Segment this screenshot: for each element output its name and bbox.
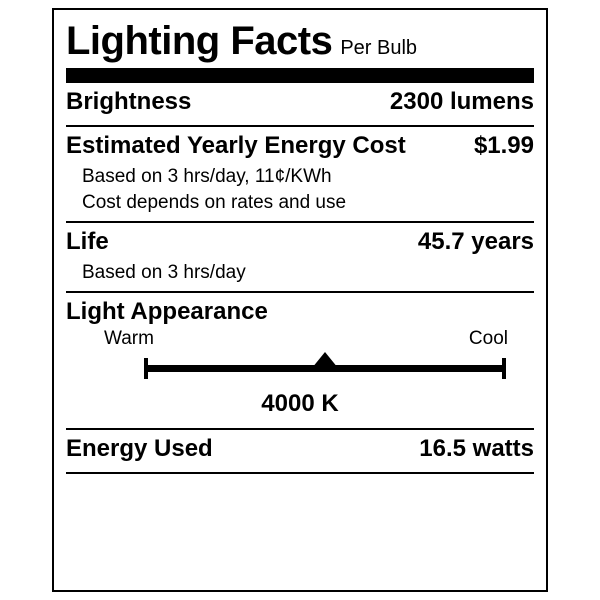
title-divider-bar [66, 68, 534, 83]
energy-cost-row [64, 127, 536, 165]
energy-cost-note-1: Based on 3 hrs/day, 11¢/KWh [82, 166, 332, 187]
energy-used-label: Energy Used [66, 435, 213, 462]
energy-cost-section [64, 127, 536, 221]
energy-used-row [64, 430, 536, 468]
scale-marker-triangle-icon [312, 352, 338, 368]
color-temperature-scale [144, 354, 506, 394]
scale-end-cool [502, 358, 506, 379]
energy-cost-label: Estimated Yearly Energy Cost [66, 132, 406, 159]
warm-label: Warm [104, 328, 154, 349]
life-row [64, 223, 536, 261]
lighting-facts-label [52, 8, 548, 592]
brightness-value: 2300 lumens [389, 88, 534, 115]
title-suffix: Per Bulb [340, 37, 418, 59]
brightness-label: Brightness [66, 88, 192, 115]
page-title: Lighting Facts [66, 19, 333, 63]
cool-label: Cool [468, 328, 508, 349]
life-section [64, 223, 536, 291]
brightness-row [64, 83, 536, 121]
label-title-row [64, 18, 536, 64]
life-note: Based on 3 hrs/day [82, 262, 246, 283]
light-appearance-section [64, 293, 536, 428]
energy-cost-value: $1.99 [473, 132, 534, 159]
light-appearance-label: Light Appearance [66, 298, 268, 325]
label-content [64, 18, 536, 474]
brightness-section [64, 83, 536, 125]
kelvin-value: 4000 K [261, 390, 339, 417]
energy-used-section [64, 430, 536, 472]
divider-5 [66, 472, 534, 474]
energy-used-value: 16.5 watts [419, 435, 534, 462]
energy-cost-note-2: Cost depends on rates and use [82, 192, 347, 213]
life-label: Life [66, 228, 109, 255]
life-value: 45.7 years [417, 228, 534, 255]
appearance-scale-labels [64, 326, 536, 350]
